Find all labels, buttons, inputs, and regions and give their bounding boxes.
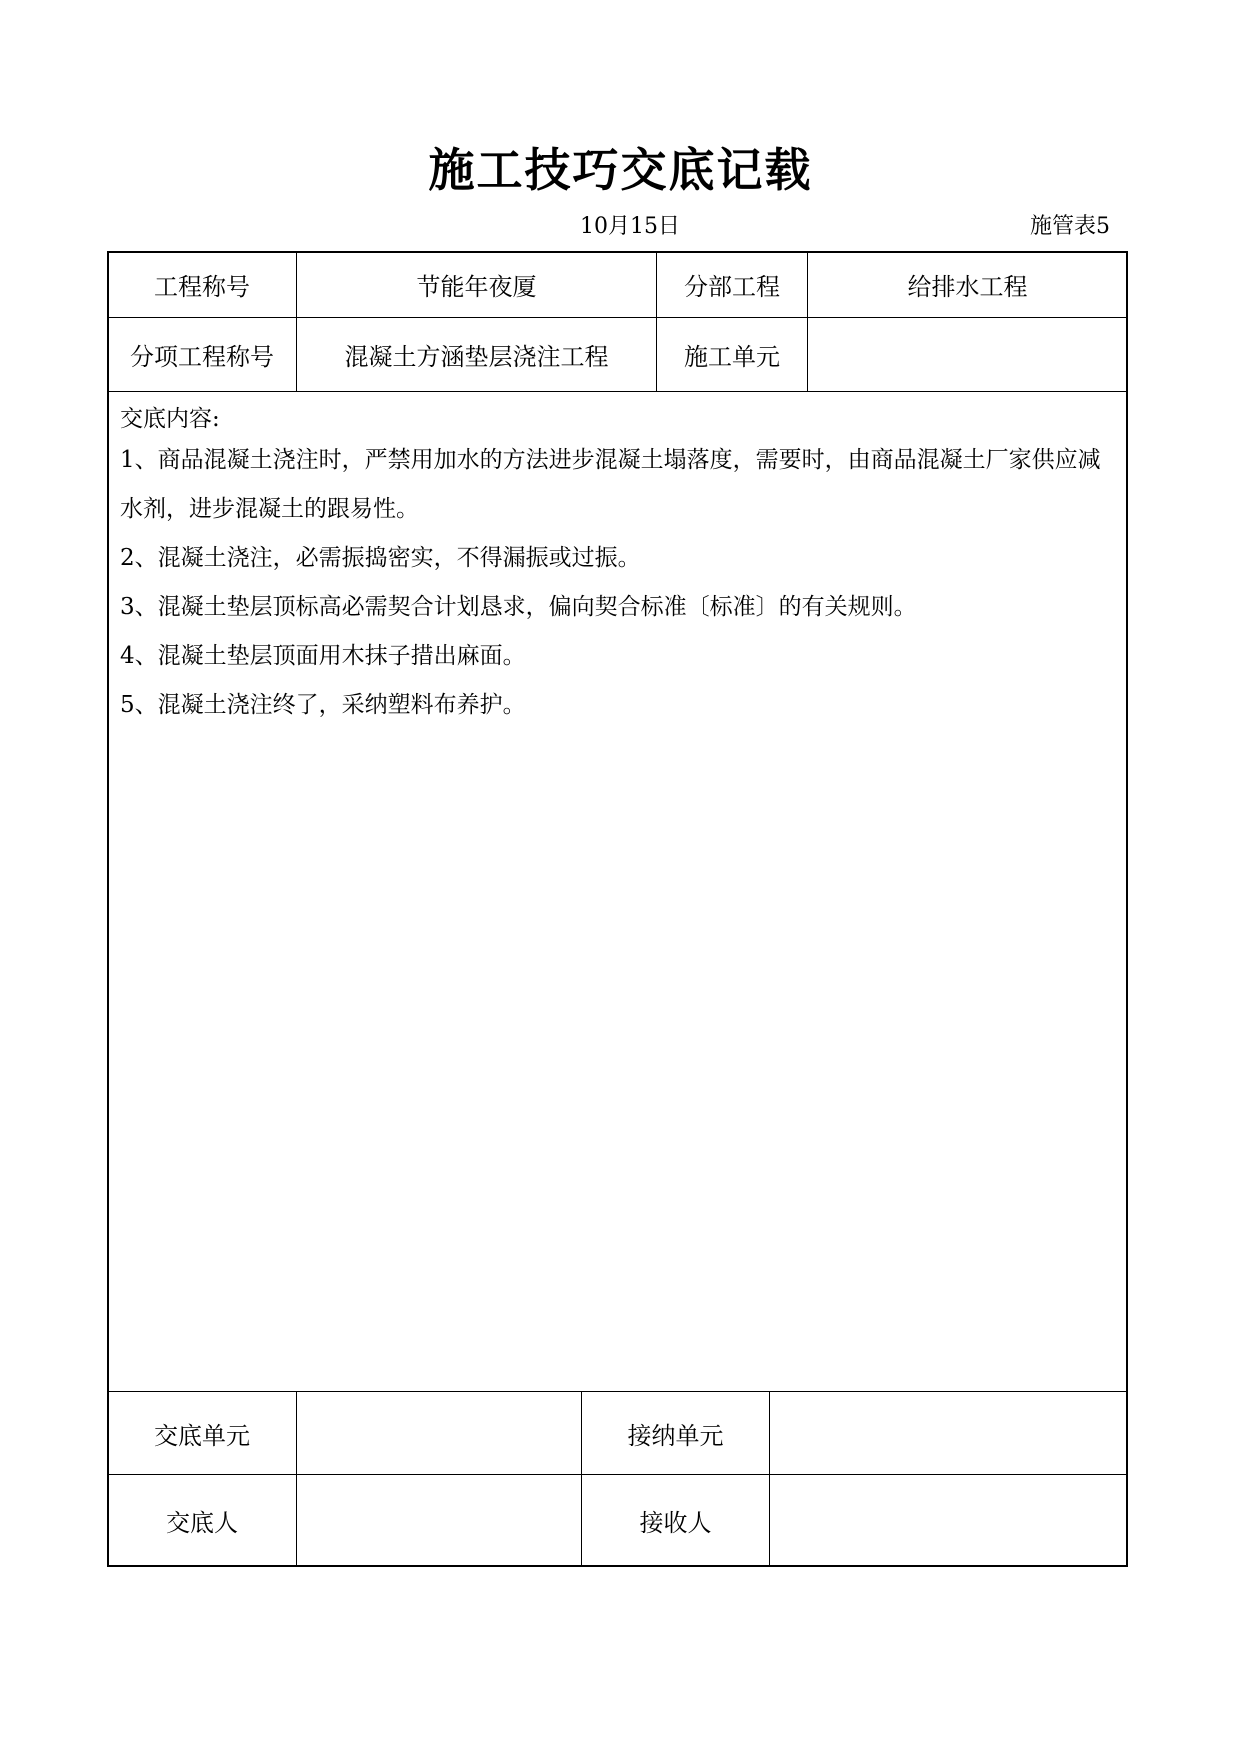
document-date: 10月15日: [580, 214, 680, 239]
briefing-unit-label: 交底单元: [154, 1421, 250, 1450]
division-label: 分部工程: [684, 273, 780, 301]
content-item: 5、混凝土浇注终了，采纳塑料布养护。: [120, 692, 526, 718]
content-item: 4、混凝土垫层顶面用木抹子措出麻面。: [120, 643, 526, 669]
document-title: 施工技巧交底记载: [428, 143, 813, 197]
receiving-unit-value: [770, 1392, 1127, 1474]
content-item: 1、商品混凝土浇注时，严禁用加水的方法进步混凝土塌落度，需要时，由商品混凝土厂家供应减水剂，进步混凝土的跟易性。: [120, 447, 1101, 522]
row-divider: [108, 391, 1127, 392]
sub-item-name-label: 分项工程称号: [130, 343, 274, 371]
briefing-unit-value: [297, 1392, 581, 1474]
construction-unit-value: [808, 318, 1127, 391]
project-name-value: 节能年夜厦: [416, 273, 537, 301]
content-item: 2、混凝土浇注，必需振捣密实，不得漏振或过振。: [120, 545, 641, 571]
content-label: 交底内容:: [120, 406, 220, 432]
form-number: 施管表5: [1030, 214, 1110, 239]
receiver-label: 接收人: [639, 1508, 712, 1537]
receiver-value: [770, 1475, 1127, 1565]
briefing-content: [120, 402, 1120, 730]
sub-item-name-value: 混凝土方涵垫层浇注工程: [344, 343, 609, 371]
receiving-unit-label: 接纳单元: [627, 1421, 724, 1450]
construction-unit-label: 施工单元: [684, 343, 780, 371]
division-value: 给排水工程: [907, 273, 1028, 301]
content-item: 3、混凝土垫层顶标高必需契合计划恳求，偏向契合标准〔标准〕的有关规则。: [120, 594, 917, 620]
project-name-label: 工程称号: [154, 273, 250, 301]
briefer-label: 交底人: [166, 1508, 238, 1537]
briefer-value: [297, 1475, 581, 1565]
